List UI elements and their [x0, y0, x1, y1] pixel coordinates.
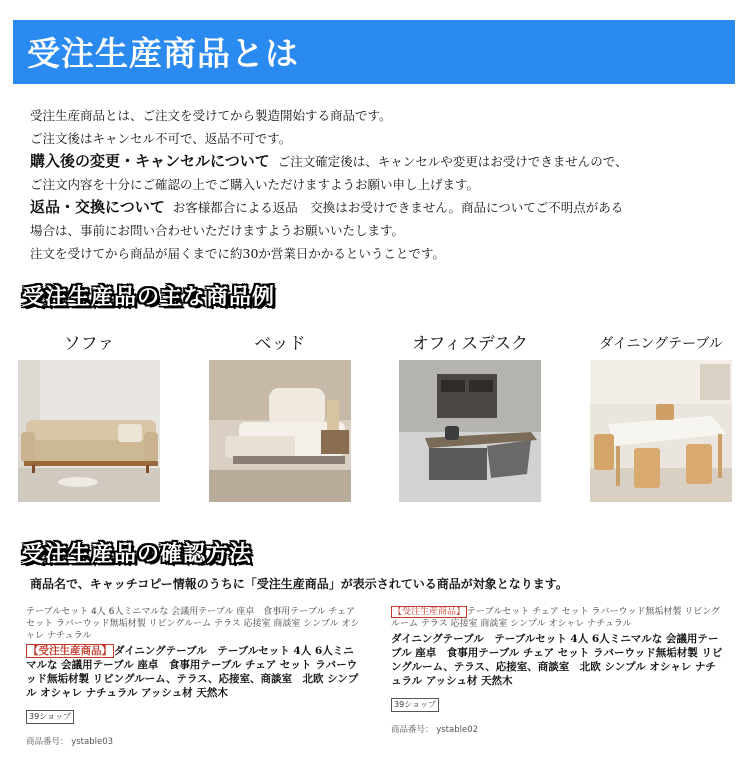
return-heading: 返品・交換について — [30, 198, 165, 216]
made-to-order-tag: 【受注生産商品】 — [393, 607, 466, 617]
product-dining-table — [590, 328, 732, 502]
intro-line — [30, 150, 730, 173]
product-office-desk — [399, 328, 541, 502]
listing-subtitle-text: テーブルセット チェア セット ラバーウッド無垢材製 リビングルーム テラス 応接室 商談室 シンプル オシャレ ナチュラル — [391, 607, 721, 629]
intro-line: ご注文後はキャンセル不可で、返品不可です。 — [30, 131, 292, 146]
product-label: ダイニングテーブル — [599, 336, 723, 352]
return-text: お客様都合による返品 交換はお受けできません。商品についてご不明点がある — [172, 200, 624, 215]
product-label: ソファ — [63, 334, 115, 354]
change-text: ご注文確定後は、キャンセルや変更はお受けできませんので、 — [277, 154, 628, 169]
intro-line: 場合は、事前にお問い合わせいただけますようお願いいたします。 — [30, 223, 405, 238]
shop-badge: 39ショップ — [26, 710, 74, 724]
product-label: ベッド — [254, 334, 306, 354]
products-heading: 受注生産品の主な商品例 — [22, 284, 276, 310]
change-heading: 購入後の変更・キャンセルについて — [30, 152, 270, 170]
shop-badge: 39ショップ — [391, 698, 439, 712]
listing-title-text: ダイニングテーブル テーブルセット 4人 6人ミニマルな 会議用テーブル 座卓 食事用テーブル チェア セット ラバーウッド無垢材製 リビングルーム、テラス、応接室、商談室 北欧 シンプル オシャレ ナチュラル アッシュ材 天然木 — [26, 645, 359, 699]
example-listing-2 — [391, 606, 726, 736]
intro-line: ご注文内容を十分にご確認の上でご購入いただけますようお願い申し上げます。 — [30, 177, 480, 192]
product-code: 商品番号： ystable03 — [26, 737, 114, 747]
office-desk-photo — [399, 360, 541, 502]
product-code: 商品番号： ystable02 — [391, 725, 479, 735]
sofa-photo — [18, 360, 160, 502]
intro-line — [30, 196, 730, 219]
example-listing-1 — [26, 606, 361, 748]
page-title: 受注生産商品とは — [27, 34, 299, 73]
listing-title: ダイニングテーブル テーブルセット 4人 6人ミニマルな 会議用テーブル 座卓 食事用テーブル チェア セット ラバーウッド無垢材製 リビングルーム、テラス、応接室、商談室 北欧 シンプル オシャレ ナチュラル アッシュ材 天然木 — [391, 633, 723, 687]
check-heading: 受注生産品の確認方法 — [22, 541, 253, 567]
made-to-order-tag: 【受注生産商品】 — [28, 645, 112, 657]
intro-line: 受注生産商品とは、ご注文を受けてから製造開始する商品です。 — [30, 108, 392, 123]
bed-photo — [209, 360, 351, 502]
listing-title — [26, 644, 361, 700]
product-bed — [209, 328, 351, 502]
intro-text — [30, 104, 730, 265]
intro-line: 注文を受けてから商品が届くまでに約30か営業日かかるということです。 — [30, 246, 445, 261]
listing-subtitle — [391, 606, 726, 630]
check-description: 商品名で、キャッチコピー情報のうちに「受注生産商品」が表示されている商品が対象となります。 — [30, 577, 568, 591]
title-banner — [13, 20, 735, 84]
product-label: オフィスデスク — [411, 334, 529, 354]
product-sofa — [18, 328, 160, 502]
dining-table-photo — [590, 360, 732, 502]
listing-subtitle: テーブルセット 4人 6人ミニマルな 会議用テーブル 座卓 食事用テーブル チェア セット ラバーウッド無垢材製 リビングルーム テラス 応接室 商談室 シンプル オシャレ ナチュラル — [26, 607, 360, 641]
